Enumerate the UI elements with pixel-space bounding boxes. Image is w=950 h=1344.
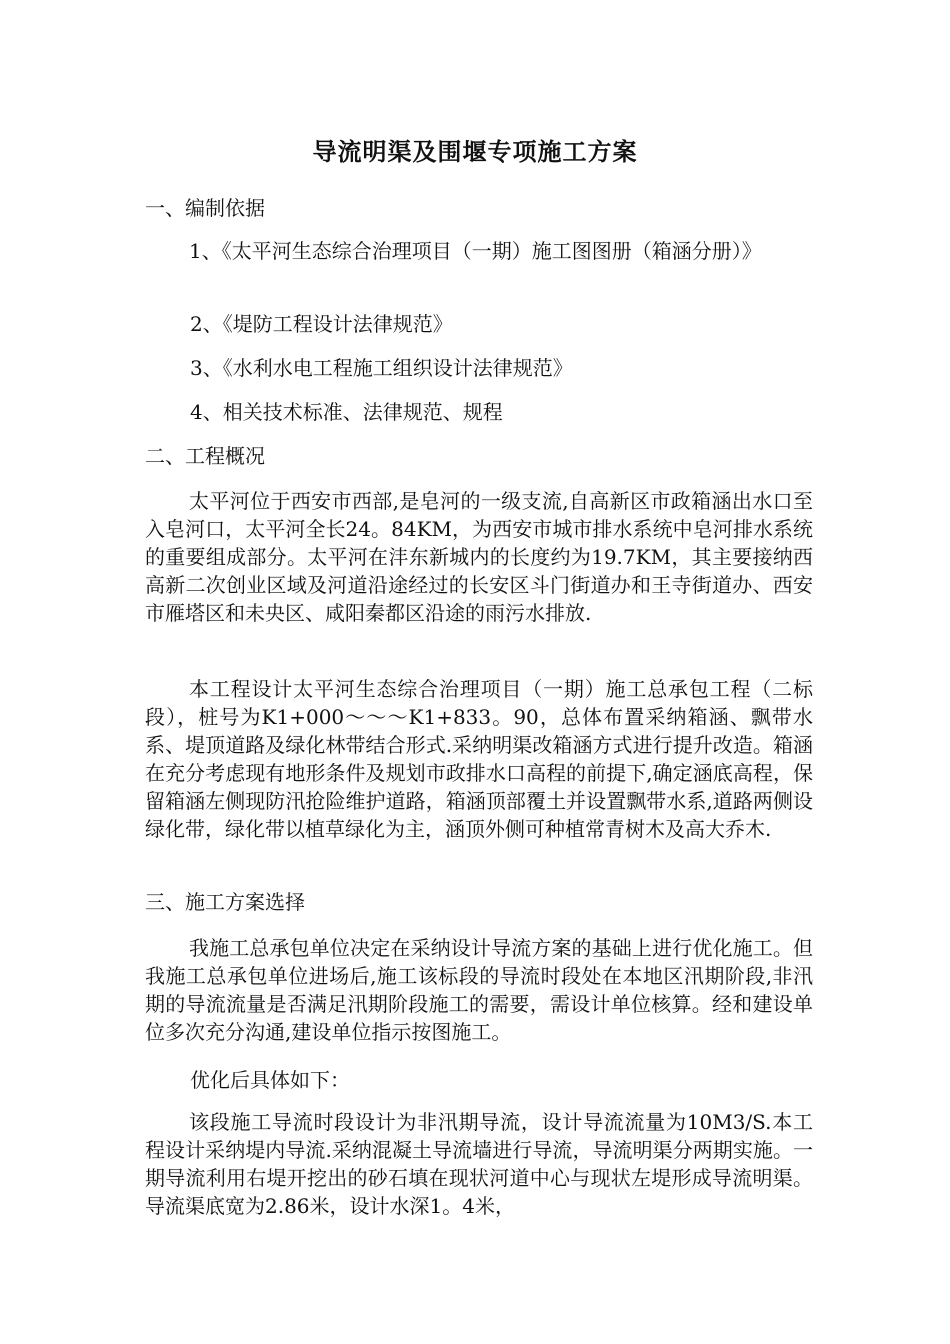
section-heading-basis: 一、编制依据 — [145, 196, 265, 220]
basis-item-4: 4、相关技术标准、法律规范、规程 — [190, 400, 503, 424]
section-heading-plan: 三、施工方案选择 — [145, 890, 305, 914]
overview-paragraph-1: 太平河位于西安市西部,是皂河的一级支流,自高新区市政箱涵出水口至入皂河口，太平河全长24。84KM，为西安市城市排水系统中皂河排水系统的重要组成部分。太平河在沣东新城内的长度约为19.7KM，其主要接纳西高新二次创业区域及河道沿途经过的长安区斗门街道办和王寺街道办、西安市雁塔区和未央区、咸阳秦都区沿途的雨污水排放. — [145, 489, 813, 625]
section-heading-overview: 二、工程概况 — [145, 444, 265, 468]
overview-paragraph-2: 本工程设计太平河生态综合治理项目（一期）施工总承包工程（二标段），桩号为K1+000～～～K1+833。90，总体布置采纳箱涵、飘带水系、堤顶道路及绿化林带结合形式.采纳明渠改箱涵方式进行提升改造。箱涵在充分考虑现有地形条件及规划市政排水口高程的前提下,确定涵底高程，保留箱涵左侧现防汛抢险维护道路，箱涵顶部覆土并设置飘带水系,道路两侧设绿化带，绿化带以植草绿化为主，涵顶外侧可种植常青树木及高大乔木. — [145, 677, 813, 841]
basis-item-1: 1、《太平河生态综合治理项目（一期）施工图图册（箱涵分册）》 — [189, 239, 762, 263]
basis-item-3: 3、《水利水电工程施工组织设计法律规范》 — [190, 356, 573, 380]
plan-paragraph-1: 我施工总承包单位决定在采纳设计导流方案的基础上进行优化施工。但我施工总承包单位进场后,施工该标段的导流时段处在本地区汛期阶段,非汛期的导流流量是否满足汛期阶段施工的需要，需设计单位核算。经和建设单位多次充分沟通,建设单位指示按图施工。 — [145, 936, 813, 1044]
plan-paragraph-3: 该段施工导流时段设计为非汛期导流，设计导流流量为10M3/S.本工程设计采纳堤内导流.采纳混凝土导流墙进行导流，导流明渠分两期实施。一期导流利用右堤开挖出的砂石填在现状河道中心与现状左堤形成导流明渠。导流渠底宽为2.86米，设计水深1。4米， — [145, 1110, 813, 1218]
basis-item-2: 2、《堤防工程设计法律规范》 — [190, 312, 453, 336]
document-title: 导流明渠及围堰专项施工方案 — [312, 137, 638, 166]
plan-paragraph-2: 优化后具体如下： — [190, 1068, 350, 1092]
